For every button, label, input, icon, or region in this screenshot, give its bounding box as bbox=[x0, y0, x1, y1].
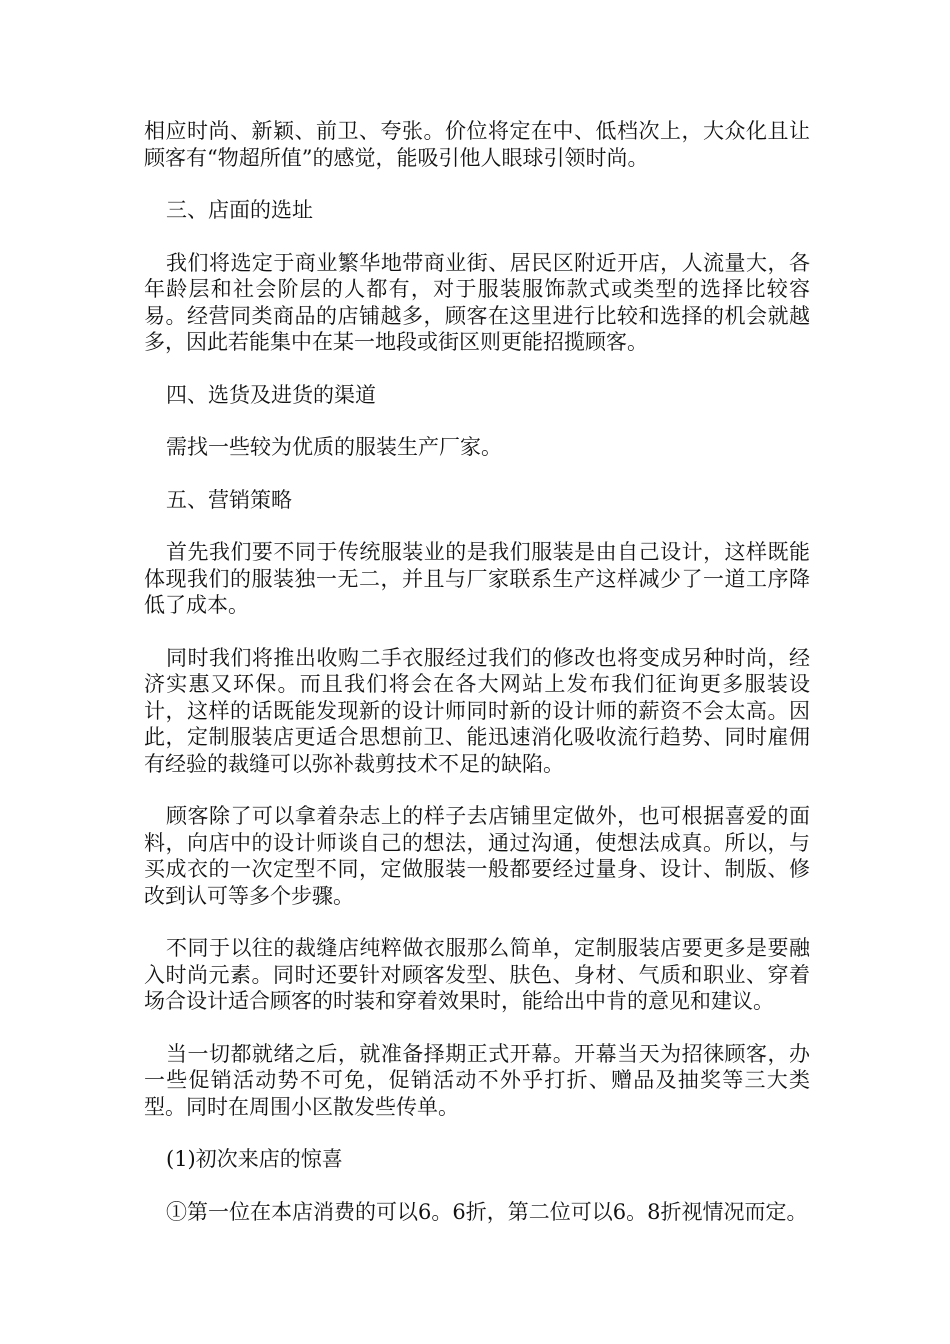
paragraph-custom-tailoring: 顾客除了可以拿着杂志上的样子去店铺里定做外，也可根据喜爱的面料，向店中的设计师谈自己的想法，通过沟通，使想法成真。所以，与买成衣的一次定型不同，定做服装一般都要经过量身、设计、制版、修改到认可等多个步骤。 bbox=[144, 804, 810, 908]
paragraph-second-hand: 同时我们将推出收购二手衣服经过我们的修改也将变成另种时尚，经济实惠又环保。而且我们将会在各大网站上发布我们征询更多服装设计，这样的话既能发现新的设计师同时新的设计师的薪资不会太高。因此，定制服装店更适合思想前卫、能迅速消化吸收流行趋势、同时雇佣有经验的裁缝可以弥补裁剪技术不足的缺陷。 bbox=[144, 645, 810, 776]
paragraph-own-design: 首先我们要不同于传统服装业的是我们服装是由自己设计，这样既能体现我们的服装独一无二，并且与厂家联系生产这样减少了一道工序降低了成本。 bbox=[144, 540, 810, 617]
paragraph-fashion-elements: 不同于以往的裁缝店纯粹做衣服那么简单，定制服装店要更多是要融入时尚元素。同时还要针对顾客发型、肤色、身材、气质和职业、穿着场合设计适合顾客的时装和穿着效果时，能给出中肯的意见和建议。 bbox=[144, 936, 810, 1013]
paragraph-opening: 当一切都就绪之后，就准备择期正式开幕。开幕当天为招徕顾客，办一些促销活动势不可免，促销活动不外乎打折、赠品及抽奖等三大类型。同时在周围小区散发些传单。 bbox=[144, 1041, 810, 1119]
heading-first-visit-surprise: (1)初次来店的惊喜 bbox=[166, 1147, 343, 1171]
paragraph-purchase-channels: 需找一些较为优质的服装生产厂家。 bbox=[166, 435, 502, 459]
heading-marketing-strategy: 五、营销策略 bbox=[166, 487, 292, 512]
paragraph-continued-pricing: 相应时尚、新颖、前卫、夸张。价位将定在中、低档次上，大众化且让顾客有“物超所值”的感觉，能吸引他人眼球引领时尚。 bbox=[144, 119, 810, 170]
heading-store-location: 三、店面的选址 bbox=[166, 198, 313, 222]
heading-purchase-channels: 四、选货及进货的渠道 bbox=[166, 382, 376, 407]
paragraph-store-location: 我们将选定于商业繁华地带商业街、居民区附近开店，人流量大，各年龄层和社会阶层的人都有，对于服装服饰款式或类型的选择比较容易。经营同类商品的店铺越多，顾客在这里进行比较和选择的机会就越多，因此若能集中在某一地段或街区则更能招揽顾客。 bbox=[144, 250, 810, 354]
document-page bbox=[144, 118, 810, 1251]
paragraph-discount: ①第一位在本店消费的可以6。6折，第二位可以6。8折视情况而定。 bbox=[166, 1199, 808, 1224]
